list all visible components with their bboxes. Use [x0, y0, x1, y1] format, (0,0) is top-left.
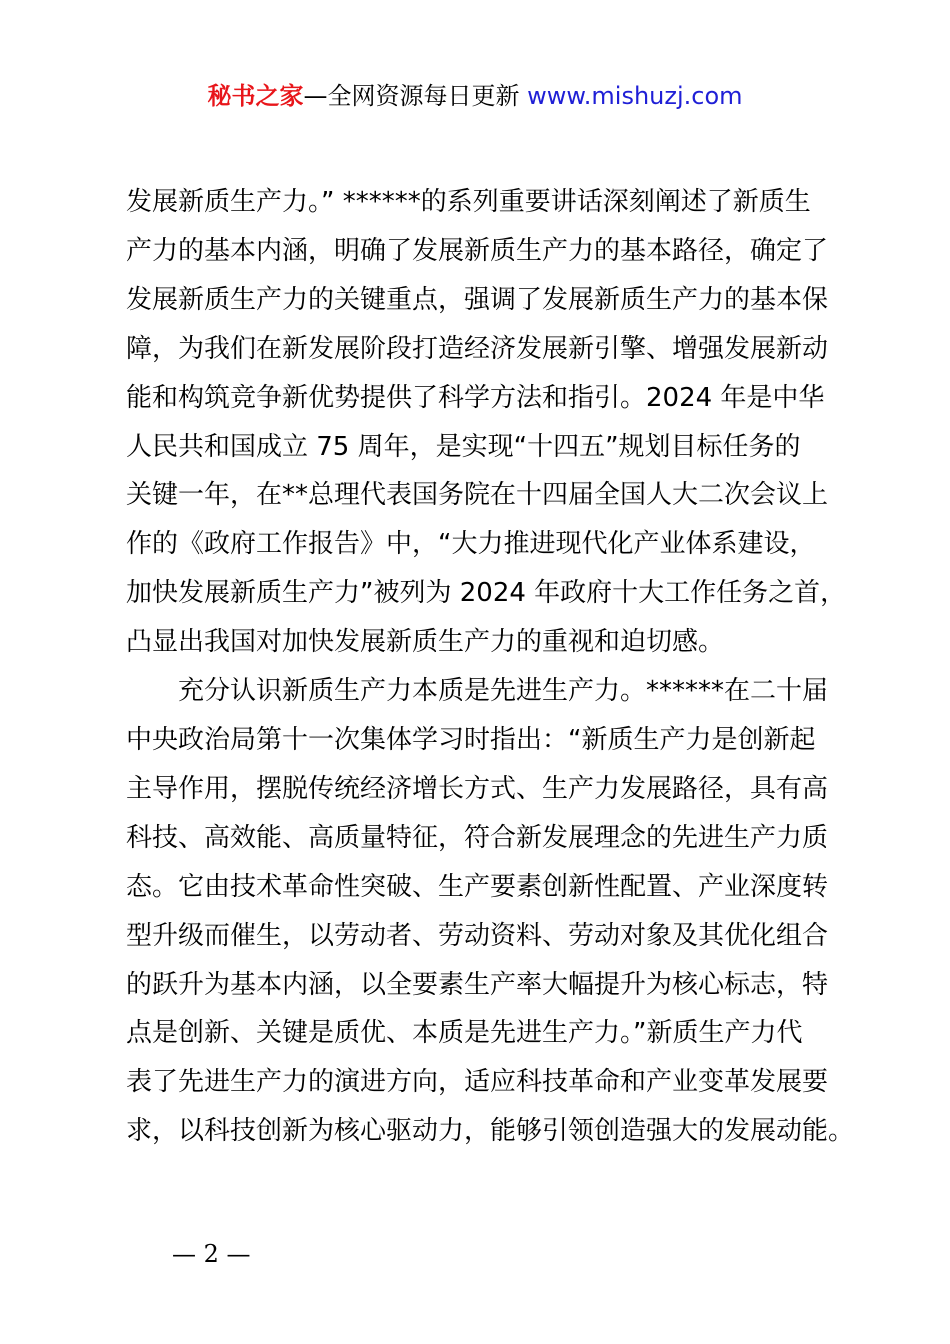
text-line: 充分认识新质生产力本质是先进生产力。******在二十届 [178, 676, 829, 707]
text-line: 主导作用，摆脱传统经济增长方式、生产力发展路径，具有高 [126, 773, 829, 804]
text-line: 关键一年，在**总理代表国务院在十四届全国人大二次会议上 [126, 480, 829, 511]
brand-name: 秘书之家 [207, 82, 304, 110]
text-line: 加快发展新质生产力”被列为 2024 年政府十大工作任务之首， [126, 578, 847, 609]
website-url: www.mishuzj.com [527, 82, 743, 110]
page-number: — 2 — [172, 1240, 251, 1268]
text-line: 科技、高效能、高质量特征，符合新发展理念的先进生产力质 [126, 822, 829, 853]
page-header [0, 80, 950, 112]
text-line: 障，为我们在新发展阶段打造经济发展新引擎、增强发展新动 [126, 333, 829, 364]
paragraph-2 [126, 667, 855, 1156]
header-slogan: —全网资源每日更新 [303, 82, 520, 110]
text-line: 作的《政府工作报告》中，“大力推进现代化产业体系建设， [126, 529, 816, 560]
text-line: 点是创新、关键是质优、本质是先进生产力。”新质生产力代 [126, 1018, 803, 1049]
text-line: 发展新质生产力的关键重点，强调了发展新质生产力的基本保 [126, 284, 829, 315]
text-line: 求，以科技创新为核心驱动力，能够引领创造强大的发展动能。 [126, 1116, 855, 1147]
document-body [126, 178, 855, 1156]
text-line: 中央政治局第十一次集体学习时指出：“新质生产力是创新起 [126, 724, 816, 755]
text-line: 发展新质生产力。” ******的系列重要讲话深刻阐述了新质生 [126, 187, 811, 217]
text-line: 人民共和国成立 75 周年，是实现“十四五”规划目标任务的 [126, 431, 801, 462]
text-line: 型升级而催生，以劳动者、劳动资料、劳动对象及其优化组合 [126, 920, 829, 951]
paragraph-1 [126, 178, 847, 667]
text-line: 表了先进生产力的演进方向，适应科技革命和产业变革发展要 [126, 1067, 829, 1098]
text-line: 的跃升为基本内涵，以全要素生产率大幅提升为核心标志，特 [126, 969, 829, 1000]
text-line: 凸显出我国对加快发展新质生产力的重视和迫切感。 [126, 627, 725, 658]
text-line: 态。它由技术革命性突破、生产要素创新性配置、产业深度转 [126, 871, 829, 902]
text-line: 产力的基本内涵，明确了发展新质生产力的基本路径，确定了 [126, 235, 829, 266]
text-line: 能和构筑竞争新优势提供了科学方法和指引。2024 年是中华 [126, 382, 825, 413]
